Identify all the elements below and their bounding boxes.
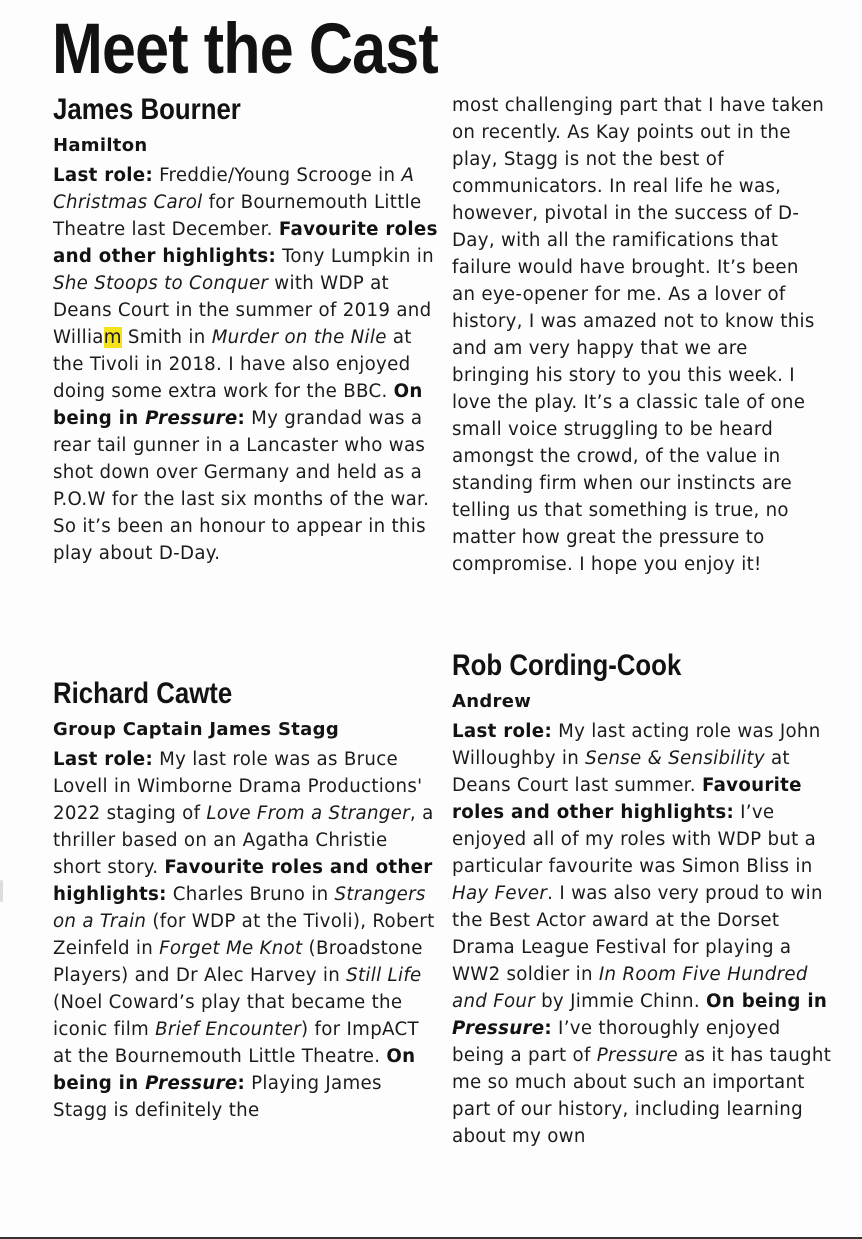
favourite-text [53,246,434,402]
cast-role: Andrew [452,691,532,712]
text-run: I’ve thoroughly enjoyed being a part of [452,1018,781,1066]
cast-role: Group Captain James Stagg [53,719,339,740]
cast-entry-james-bourner [53,92,438,567]
title-italic: Pressure [596,1045,678,1066]
favourite-label: Favourite roles and other highlights: [452,775,802,823]
text-run: for Bournemouth Little Theatre last December. [53,192,422,240]
title-italic: Forget Me Knot [159,938,303,959]
text-run: My last acting role was John Willoughby in [452,721,821,769]
cast-name: Rob Cording-Cook [452,649,682,682]
highlighted-text: m [103,327,122,348]
cast-bio [452,718,832,1150]
cast-bio [53,162,438,567]
text-run: (Broadstone Players) and Dr Alec Harvey in [53,938,423,986]
text-run: My last role was as Bruce Lovell in Wimborne Drama Productions' 2022 staging of [53,749,423,824]
last-role-label: Last role: [53,165,154,186]
pressure-text-part1: Playing James Stagg is definitely the [53,1073,382,1121]
text-run: with WDP at Deans Court in the summer of 2019 and Willia [53,273,432,348]
title-italic: She Stoops to Conquer [53,273,269,294]
favourite-label: Favourite roles and other highlights: [53,219,438,267]
cast-role: Hamilton [53,135,148,156]
title-italic: Still Life [346,965,422,986]
text-run: (for WDP at the Tivoli), Robert Zeinfeld in [53,911,435,959]
cast-name: Richard Cawte [53,677,233,710]
text-run: by Jimmie Chinn. [535,991,707,1012]
title-italic: In Room Five Hundred and Four [452,964,808,1012]
text-run: , a thriller based on an Agatha Christie short story. [53,803,434,878]
title-italic: Love From a Stranger [206,803,410,824]
pressure-label: On being in Pressure: [53,1046,416,1094]
cast-bio [53,746,438,1124]
title-italic: Brief Encounter [155,1019,302,1040]
text-run: as it has taught me so much about such an important part of our history, including learning about my own [452,1045,832,1147]
text-run: at the Tivoli in 2018. I have also enjoyed doing some extra work for the BBC. [53,327,412,402]
text-run: ) for ImpACT at the Bournemouth Little Theatre. [53,1019,419,1067]
text-run: My grandad was a rear tail gunner in a Lancaster who was shot down over Germany and held as a P.O.W for the last six months of the war. So it’s been an honour to appear in this play about D-Day. [53,408,430,564]
cast-entry-rob-cording-cook [452,648,832,1150]
title-italic: Strangers on a Train [53,884,426,932]
favourite-text [452,802,823,1012]
pressure-label: On being in Pressure: [452,991,828,1039]
cast-bio-continuation: most challenging part that I have taken on recently. As Kay points out in the play, Stagg is not the best of communicators. In real life he was, however, pivotal in the success of D-Day, with all the ramifications that failure would have brought. It’s been an eye-opener for me. As a lover of history, I was amazed not to know this and am very happy that we are bringing his story to you this week. I love the play. It’s a classic tale of one small voice struggling to be heard amongst the crowd, of the value in standing firm when our instincts are telling us that something is true, no matter how great the pressure to compromise. I hope you enjoy it! [452,95,825,575]
last-role-label: Last role: [53,749,154,770]
title-italic: A Christmas Carol [53,165,415,213]
text-run: at Deans Court last summer. [452,748,790,796]
text-run: I’ve enjoyed all of my roles with WDP but a particular favourite was Simon Bliss in [452,802,817,877]
last-role-label: Last role: [452,721,553,742]
text-run: Freddie/Young Scrooge in [153,165,402,186]
pressure-label: On being in Pressure: [53,381,423,429]
favourite-text [53,884,435,1067]
pressure-text [53,408,429,564]
text-run: (Noel Coward’s play that became the iconic film [53,992,403,1040]
cast-entry-richard-cawte [53,676,438,1124]
text-run: Charles Bruno in [166,884,335,905]
title-italic: Sense & Sensibility [585,748,765,769]
text-run: . I was also very proud to win the Best Actor award at the Dorset Drama League Festival for playing a WW2 soldier in [452,883,823,985]
cast-name: James Bourner [53,93,241,126]
text-run: Smith in [121,327,212,348]
title-italic: Murder on the Nile [211,327,387,348]
favourite-label: Favourite roles and other highlights: [53,857,433,905]
title-italic: Hay Fever [452,883,548,904]
text-run: Tony Lumpkin in [276,246,434,267]
scan-edge-mark [0,880,3,902]
page-title: Meet the Cast [52,10,438,89]
